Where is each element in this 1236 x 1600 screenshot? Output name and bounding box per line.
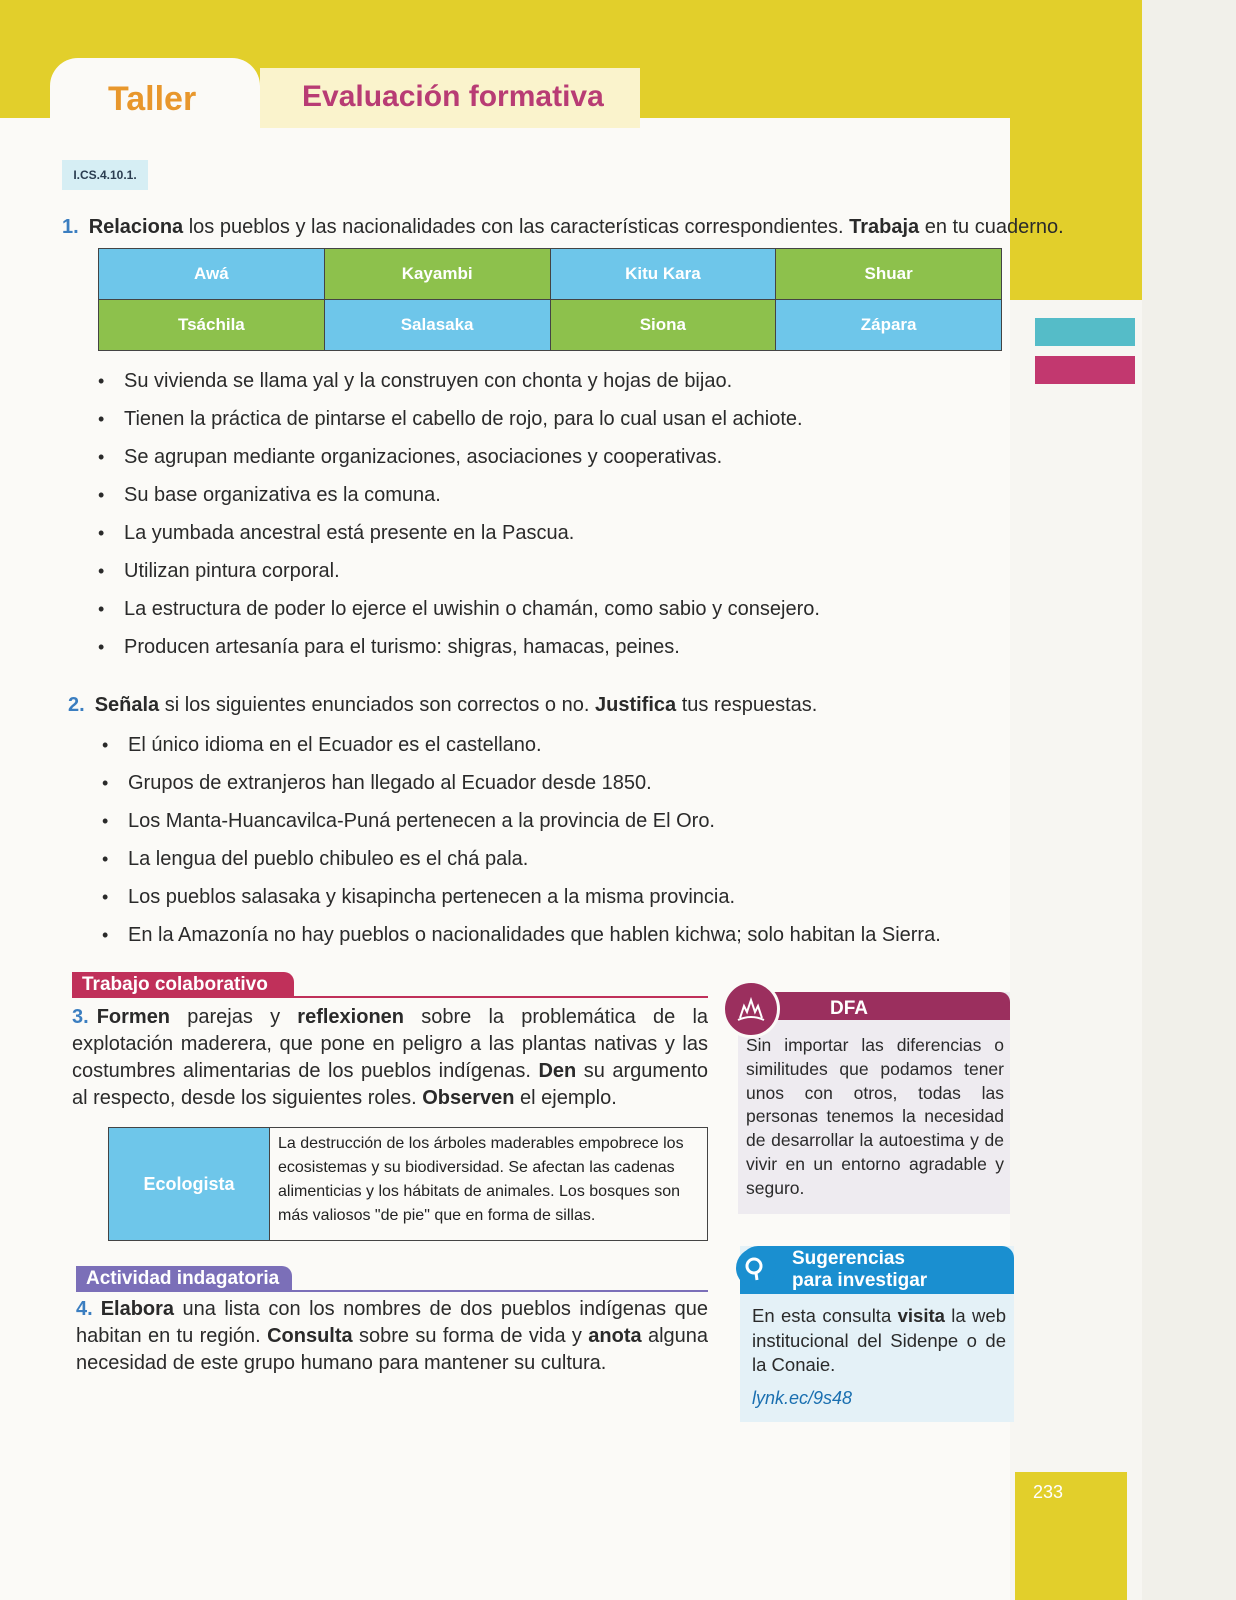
table-cell: Awá — [99, 249, 325, 300]
role-example-box — [108, 1127, 708, 1241]
list-item: • La estructura de poder lo ejerce el uwishin o chamán, como sabio y consejero. — [98, 594, 820, 632]
list-item: • En la Amazonía no hay pueblos o nacionalidades que hablen kichwa; solo habitan la Sierra. — [102, 920, 941, 958]
collab-divider — [294, 996, 708, 998]
list-item: • La yumbada ancestral está presente en la Pascua. — [98, 518, 820, 556]
pink-strip — [1035, 356, 1135, 384]
table-row — [99, 300, 1002, 351]
collab-section-title: Trabajo colaborativo — [72, 972, 294, 998]
list-item: • Su vivienda se llama yal y la construyen con chonta y hojas de bijao. — [98, 366, 820, 404]
q1-characteristics-list — [98, 366, 820, 670]
page-number-box — [1015, 1472, 1127, 1600]
suggestions-header — [740, 1246, 1014, 1294]
suggestions-title: Sugerencias para investigar — [792, 1248, 928, 1291]
inquiry-divider — [292, 1290, 708, 1292]
question-4: 4. Elabora una lista con los nombres de dos pueblos indígenas que habitan en tu región. Consulta sobre su forma de vida y anota alguna necesidad de este grupo humano para mantener su cultura. — [76, 1298, 709, 1374]
indicator-code: I.CS.4.10.1. — [62, 160, 148, 190]
role-label: Ecologista — [109, 1128, 270, 1240]
inquiry-section-title: Actividad indagatoria — [76, 1266, 292, 1292]
right-margin — [1142, 0, 1236, 1600]
teal-strip — [1035, 318, 1135, 346]
page-number: 233 — [1033, 1482, 1064, 1502]
list-item: • Se agrupan mediante organizaciones, asociaciones y cooperativas. — [98, 442, 820, 480]
question-1: 1. Relaciona los pueblos y las nacionalidades con las características correspondientes. Trabaja en tu cuaderno. — [62, 216, 1064, 238]
table-row — [99, 249, 1002, 300]
dfa-sidebar — [738, 992, 1010, 1214]
list-item: • Grupos de extranjeros han llegado al Ecuador desde 1850. — [102, 768, 941, 806]
table-cell: Siona — [550, 300, 776, 351]
peoples-table — [98, 248, 1002, 351]
list-item: • Los Manta-Huancavilca-Puná pertenecen a la provincia de El Oro. — [102, 806, 941, 844]
list-item: • La lengua del pueblo chibuleo es el chá pala. — [102, 844, 941, 882]
taller-label: Taller — [108, 80, 197, 118]
table-cell: Kayambi — [324, 249, 550, 300]
page-title: Evaluación formativa — [302, 80, 604, 113]
list-item: • El único idioma en el Ecuador es el castellano. — [102, 730, 941, 768]
taller-tab — [50, 58, 260, 138]
table-cell: Tsáchila — [99, 300, 325, 351]
table-cell: Zápara — [776, 300, 1002, 351]
q2-statements-list — [102, 730, 941, 958]
role-argument: La destrucción de los árboles maderables empobrece los ecosistemas y su biodiversidad. Se afectan las cadenas alimenticias y los hábitats de animales. Los bosques son más valiosos "de pie" que en forma de sillas. — [278, 1135, 684, 1224]
suggestion-link[interactable]: lynk.ec/9s48 — [752, 1388, 853, 1408]
question-3: 3. Formen parejas y reflexionen sobre la problemática de la explotación maderera, que pone en peligro a las plantas nativas y las costumbres alimentarias de los pueblos indígenas. Den su argumento al respecto, desde los siguientes roles. Observen el ejemplo. — [72, 1006, 709, 1109]
dfa-header — [774, 992, 1010, 1020]
table-cell: Kitu Kara — [550, 249, 776, 300]
evaluation-tab — [260, 68, 640, 128]
dfa-title: DFA — [830, 998, 868, 1019]
table-cell: Shuar — [776, 249, 1002, 300]
dfa-text: Sin importar las diferencias o similitudes que podamos tener unos con otros, todas las personas tenemos la necesidad de desarrollar la autoestima y de vivir en un entorno agradable y seguro. — [746, 1035, 1004, 1198]
list-item: • Utilizan pintura corporal. — [98, 556, 820, 594]
list-item: • Su base organizativa es la comuna. — [98, 480, 820, 518]
list-item: • Tienen la práctica de pintarse el cabello de rojo, para lo cual usan el achiote. — [98, 404, 820, 442]
research-suggestions — [740, 1246, 1014, 1422]
list-item: • Producen artesanía para el turismo: shigras, hamacas, peines. — [98, 632, 820, 670]
magnifier-icon — [736, 1248, 776, 1288]
hands-icon — [722, 980, 780, 1038]
table-cell: Salasaka — [324, 300, 550, 351]
suggestions-text: En esta consulta visita la web institucional del Sidenpe o de la Conaie. — [752, 1305, 1006, 1375]
list-item: • Los pueblos salasaka y kisapincha pertenecen a la misma provincia. — [102, 882, 941, 920]
right-yellow-band — [1010, 0, 1142, 300]
question-2: 2. Señala si los siguientes enunciados son correctos o no. Justifica tus respuestas. — [68, 694, 818, 716]
